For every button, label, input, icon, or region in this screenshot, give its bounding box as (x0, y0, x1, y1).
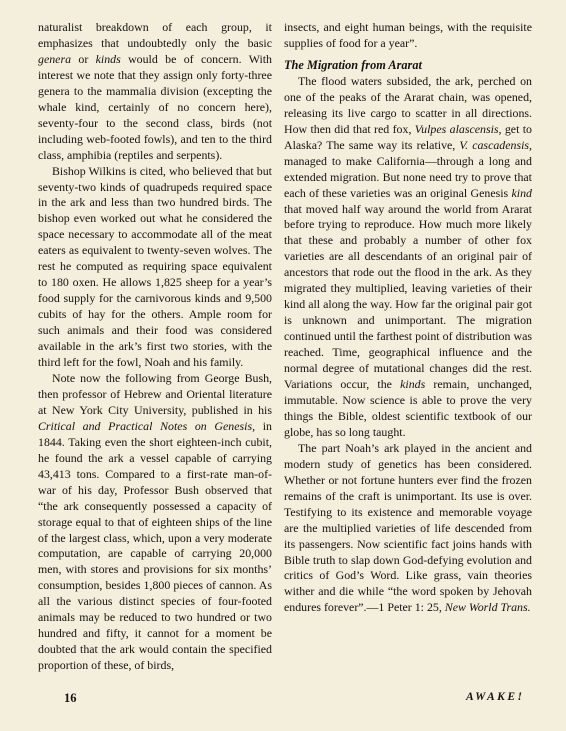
left-column (38, 20, 272, 674)
section-heading: The Migration from Ararat (284, 57, 422, 72)
italic-text: genera (38, 51, 72, 66)
italic-text: V. cascadensis, (459, 137, 532, 152)
right-column (284, 20, 532, 616)
left-paragraph-1: naturalist breakdown of each group, it emphasizes that undoubtedly only the basic genera or kinds would be of concern. With interest we note that they assign only forty-three genera to the mammalia division (excepting the whale kind, certainly of no concern here), seventy-four to the second class, birds (not including web-footed fowls), and ten to the third class, amphibia (reptiles and serpents). (38, 20, 272, 162)
italic-text: kinds (95, 51, 121, 66)
italic-text: Vulpes alascensis, (414, 121, 502, 136)
right-paragraph-1: insects, and eight human beings, with the requisite supplies of food for a year”. (284, 20, 532, 50)
page-number: 16 (64, 691, 77, 705)
left-paragraph-3: Note now the following from George Bush, then professor of Hebrew and Oriental literature at New York City University, published in his Critical and Practical Notes on Genesis, in 1844. Taking even the short eighteen-inch cubit, he found the ark a vessel capable of carrying 43,413 tons. Compared to a first-rate man-of-war of his day, Professor Bush observed that “the ark consequently possessed a capacity of storage equal to that of eighteen ships of the line of the largest class, which, upon a very moderate computation, are capable of carrying 20,000 men, with stores and provisions for six months’ consumption, besides 1,800 pieces of cannon. As all the various distinct species of four-footed animals may be reduced to two hundred or two hundred and fifty, it cannot for a moment be doubted that the ark would contain the specified proportion of these, of birds, (38, 370, 272, 673)
right-paragraph-2: The flood waters subsided, the ark, perched on one of the peaks of the Ararat chain, was opened, releasing its live cargo to scatter in all directions. How then did that red fox, Vulpes alascensis, get to Alaska? The same way its relative, V. cascadensis, managed to make California—through a long and extended migration. But none need try to prove that each of these varieties was an original Genesis kind that moved half way around the world from Ararat before trying to reproduce. How much more likely that these and probably a number of other fox varieties are all descendants of an original pair of ancestors that rode out the flood in the ark. As they migrated they multiplied, leaving varieties of their kind all along the way. How far the original pair got is unknown and unimportant. The migration continued until the farthest point of distribution was reached. Time, geographical influence and the normal degree of mutational changes did the rest. Variations occur, the kinds remain, unchanged, immutable. Now science is able to prove the very things the Bible, oldest scientific textbook of our globe, has so long taught. (284, 73, 532, 439)
italic-text: Critical and Practical Notes on Genesis, (38, 418, 256, 433)
right-paragraph-3: The part Noah’s ark played in the ancient and modern study of genetics has been considered. Whether or not fortune hunters ever find the frozen remains of the craft is unimportant. Its use is over. Testifying to its existence and memorable voyage are the multiplied varieties of life descended from its passengers. Now scientific fact joins hands with Bible truth to slap down God-defying evolution and critics of God’s Word. Like grass, vain theories wither and die while “the word spoken by Jehovah endures forever”.—1 Peter 1: 25, New World Trans. (284, 440, 532, 615)
italic-text: New World Trans. (444, 600, 531, 615)
italic-text: kinds (400, 377, 426, 392)
left-paragraph-2: Bishop Wilkins is cited, who believed that but seventy-two kinds of quadrupeds required space in the ark and less than two hundred birds. The bishop even worked out what he considered the space necessary to accommodate all of the meat eaters as equivalent to twenty-seven wolves. The rest he computed as requiring space equivalent to 180 oxen. He allows 1,825 sheep for a year’s food supply for the carnivorous kinds and 9,500 cubits of hay for the others. Ample room for such animals and their food was considered available in the ark’s first two stories, with the third left for the fowl, Noah and his family. (38, 163, 272, 370)
italic-text: kind (511, 185, 532, 200)
magazine-name: AWAKE! (466, 691, 525, 703)
